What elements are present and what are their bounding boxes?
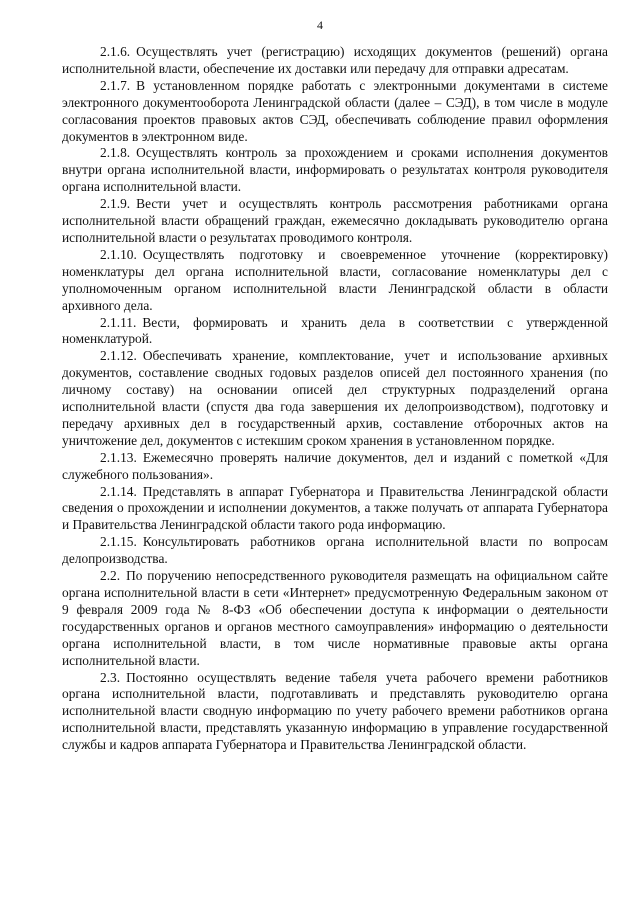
paragraph-text: Вести учет и осуществлять контроль рассмотрения работниками органа исполнительной власти обращений граждан, ежемесячно докладывать руководителю органа исполнительной власти о результатах проводимого контроля. [62, 196, 608, 245]
paragraph-number: 2.1.8. [100, 145, 131, 161]
paragraph-2-1-13 [62, 450, 608, 484]
paragraph-2-1-8 [62, 145, 608, 196]
paragraph-number: 2.1.13. [100, 449, 137, 465]
paragraph-text: Вести, формировать и хранить дела в соответствии с утвержденной номенклатурой. [62, 314, 608, 347]
paragraph-text: Постоянно осуществлять ведение табеля учета рабочего времени работников органа исполнительной власти, подготавливать и представлять руководителю органа исполнительной власти сводную информацию по учету рабочего времени работников органа исполнительной власти, представлять указанную информацию в управление государственной службы и кадров аппарата Губернатора и Правительства Ленинградской области. [62, 669, 608, 753]
page-number: 4 [317, 18, 323, 32]
paragraph-text: Консультировать работников органа исполнительной власти по вопросам делопроизводства. [62, 534, 608, 567]
paragraph-2-1-10 [62, 247, 608, 315]
paragraph-number: 2.1.10. [100, 246, 137, 262]
paragraph-2-1-11 [62, 315, 608, 349]
paragraph-text: Обеспечивать хранение, комплектование, учет и использование архивных документов, составление сводных годовых разделов описей дел постоянного хранения (по личному составу) на основании описей дел структурных подразделений органа исполнительной власти (спустя два года завершения их делопроизводством), подготовку и передачу архивных дел в государственный архив, составление отборочных актов на уничтожение дел, документов с истекшим сроком хранения в установленном порядке. [62, 348, 608, 448]
paragraph-text: Представлять в аппарат Губернатора и Правительства Ленинградской области сведения о прохождении и исполнении документов, а также получать от аппарата Губернатора и Правительства Ленинградской области такого рода информацию. [62, 483, 608, 533]
paragraph-2-1-6 [62, 44, 608, 78]
paragraph-text: В установленном порядке работать с электронными документами в системе электронного документооборота Ленинградской области (далее – СЭД), в том числе в модуле согласования проектов правовых актов СЭД, обеспечивать соблюдение правил оформления документов в электронном виде. [62, 77, 608, 144]
paragraph-text: Осуществлять контроль за прохождением и сроками исполнения документов внутри органа исполнительной власти, информировать о результатах контроля руководителя органа исполнительной власти. [62, 145, 608, 195]
paragraph-text: Ежемесячно проверять наличие документов, дел и изданий с пометкой «Для служебного пользования». [62, 449, 608, 482]
paragraph-text: Осуществлять подготовку и своевременное уточнение (корректировку) номенклатуры дел органа исполнительной власти, согласование номенклатуры дел с уполномоченным органом исполнительной власти Ленинградской области в области архивного дела. [62, 246, 608, 313]
paragraph-number: 2.1.15. [100, 534, 137, 550]
paragraph-text: Осуществлять учет (регистрацию) исходящих документов (решений) органа исполнительной власти, обеспечение их доставки или передачу для отправки адресатам. [62, 44, 608, 76]
paragraph-2-1-14 [62, 484, 608, 535]
paragraph-2-1-9 [62, 196, 608, 247]
paragraph-number: 2.1.7. [100, 77, 131, 93]
paragraph-number: 2.1.12. [100, 348, 137, 364]
paragraph-number: 2.3. [100, 669, 121, 685]
paragraph-number: 2.1.6. [100, 44, 131, 59]
paragraph-2-1-7 [62, 78, 608, 146]
paragraph-2-1-12 [62, 348, 608, 449]
paragraph-number: 2.1.11. [100, 314, 137, 330]
paragraph-number: 2.1.14. [100, 483, 137, 499]
paragraph-number: 2.1.9. [100, 196, 131, 212]
paragraph-2-2 [62, 568, 608, 669]
paragraph-number: 2.2. [100, 568, 121, 584]
paragraph-2-3 [62, 670, 608, 755]
paragraph-text: По поручению непосредственного руководителя размещать на официальном сайте органа исполнительной власти в сети «Интернет» предусмотренную Федеральным законом от 9 февраля 2009 года № 8-ФЗ «Об обеспечении доступа к информации о деятельности государственных органов и органов местного самоуправления» информацию о деятельности органа исполнительной власти, в том числе нормативные правовые акты органа исполнительной власти. [62, 568, 608, 668]
document-body [62, 44, 608, 754]
paragraph-2-1-15 [62, 534, 608, 568]
